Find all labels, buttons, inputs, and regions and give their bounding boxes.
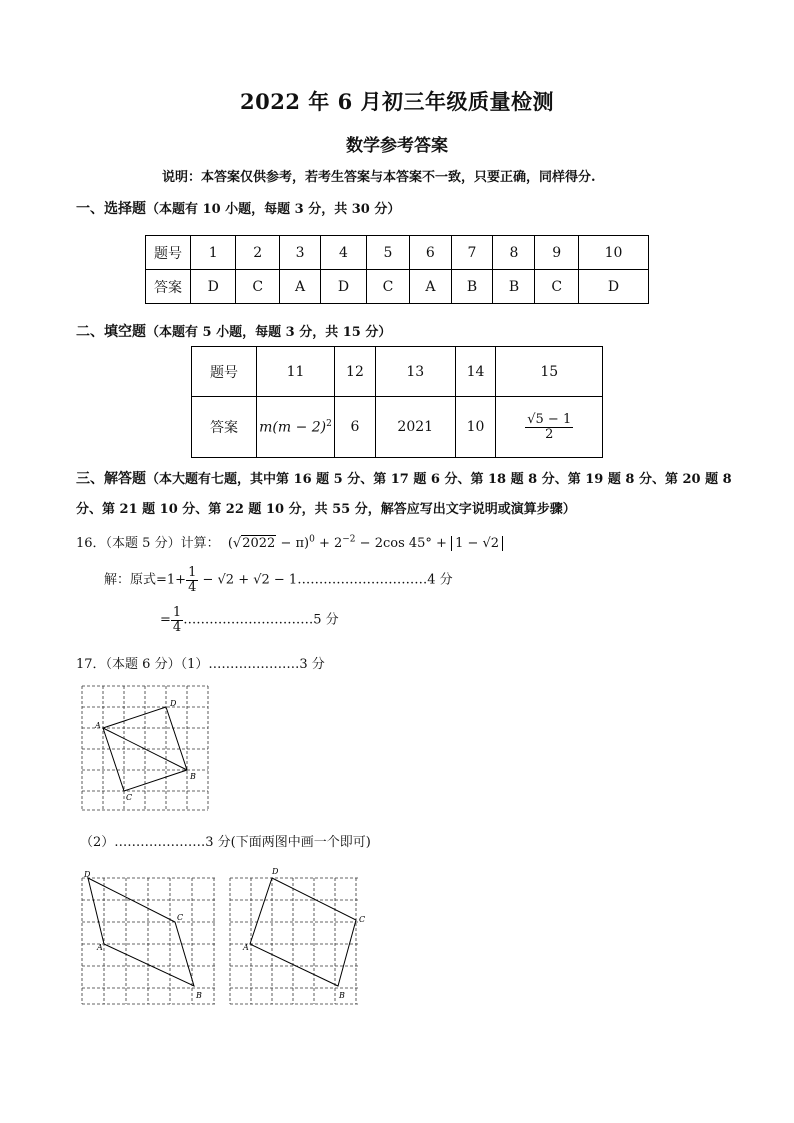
label-c: C [359, 915, 366, 924]
table-row [146, 270, 649, 304]
cell: 3 [279, 236, 320, 270]
page-subtitle: 数学参考答案 [346, 136, 448, 156]
cell: C [535, 270, 579, 304]
dashed-grid [82, 686, 208, 810]
answer-15: $\frac{√5 - 1}{2}$ [496, 397, 603, 458]
cell: 6 [410, 236, 451, 270]
page-title: 2022 年 6 月初三年级质量检测 [240, 89, 554, 114]
row-label-question: 题号 [192, 347, 257, 397]
q17-figure-2b [228, 862, 368, 1008]
cell: 9 [535, 236, 579, 270]
cell: C [366, 270, 410, 304]
label-b: B [339, 991, 345, 1000]
table-row [192, 347, 603, 397]
cell: B [451, 270, 493, 304]
answer-13: 2021 [375, 397, 455, 458]
row-label-answer: 答案 [146, 270, 191, 304]
section2-heading: 二、填空题（本题有 5 小题，每题 3 分，共 15 分） [76, 324, 392, 340]
cell: D [191, 270, 236, 304]
cell: A [410, 270, 451, 304]
label-d: D [272, 867, 279, 876]
answer-12: 6 [335, 397, 376, 458]
quadrilateral-abcd [250, 878, 356, 986]
label-a: A [243, 943, 249, 952]
label-a: A [95, 721, 101, 730]
question-17-part2: （2）…………………3 分(下面两图中画一个即可) [80, 835, 371, 850]
answer-14: 10 [455, 397, 496, 458]
cell: 8 [493, 236, 535, 270]
cell: 2 [236, 236, 280, 270]
dashed-grid [82, 878, 216, 1004]
fill-in-answer-table [191, 346, 603, 458]
label-c: C [126, 793, 133, 802]
cell: A [279, 270, 320, 304]
table-row [146, 236, 649, 270]
q17-figure-2a [80, 868, 220, 1008]
label-b: B [196, 991, 202, 1000]
label-d: D [170, 699, 177, 708]
multiple-choice-answer-table [145, 235, 649, 304]
cell: 7 [451, 236, 493, 270]
cell: D [578, 270, 648, 304]
cell: 1 [191, 236, 236, 270]
label-c: C [177, 913, 184, 922]
q16-solution-step1: 解：原式=1+ $\frac{1}{4}$ − √2 + √2 − 1…………………………4 分 [104, 565, 453, 595]
cell: 11 [257, 347, 335, 397]
instructions-note: 说明：本答案仅供参考，若考生答案与本答案不一致，只要正确，同样得分. [162, 170, 596, 185]
answer-11: $m(m - 2)^2$ [257, 397, 335, 458]
dashed-grid [230, 878, 358, 1004]
section1-heading: 一、选择题（本题有 10 小题，每题 3 分，共 30 分） [76, 201, 401, 217]
cell: 12 [335, 347, 376, 397]
label-d: D [84, 870, 91, 879]
cell: B [493, 270, 535, 304]
section3-heading-cont: 分、第 21 题 10 分、第 22 题 10 分，共 55 分，解答应写出文字说明或演算步骤） [76, 502, 576, 517]
cell: 15 [496, 347, 603, 397]
section3-heading: 三、解答题（本大题有七题，其中第 16 题 5 分、第 17 题 6 分、第 18 题 8 分、第 19 题 8 分、第 20 题 8 [76, 471, 732, 487]
cell: 10 [578, 236, 648, 270]
q16-solution-step2: = $\frac{1}{4}$ …………………………5 分 [160, 605, 339, 635]
row-label-answer: 答案 [192, 397, 257, 458]
cell: 4 [321, 236, 366, 270]
table-row [192, 397, 603, 458]
cell: C [236, 270, 280, 304]
cell: 13 [375, 347, 455, 397]
question-16: 16．（本题 5 分）计算： $(√2022 - \pi)^0 + 2^{-2} - 2\cos$ 45° + 1 − √2 [76, 532, 503, 551]
question-17-header: 17．（本题 6 分）（1）…………………3 分 [76, 657, 325, 672]
label-a: A [97, 943, 103, 952]
cell: 5 [366, 236, 410, 270]
row-label-question: 题号 [146, 236, 191, 270]
label-b: B [190, 772, 196, 781]
q17-figure-1 [80, 684, 212, 812]
cell: 14 [455, 347, 496, 397]
cell: D [321, 270, 366, 304]
